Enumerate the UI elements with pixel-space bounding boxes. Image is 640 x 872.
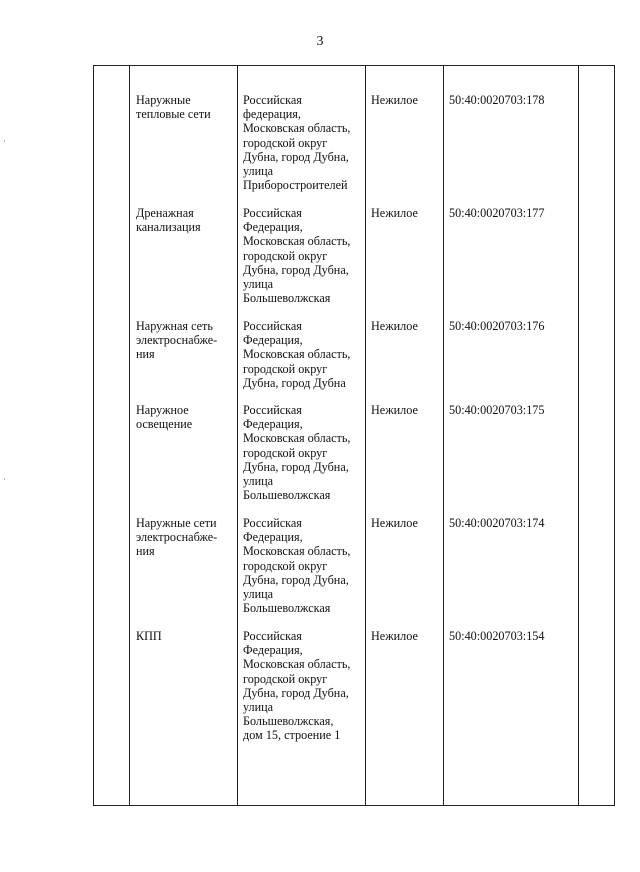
object-type: Нежилое [371,93,418,107]
column-divider [365,65,366,806]
object-address: Российская Федерация, Московская область, городской округ Дубна, город Дубна, улица Большеволжская [243,403,351,503]
cadastral-number: 50:40:0020703:177 [449,206,545,220]
object-name: Дренажная канализация [136,206,201,235]
cadastral-number: 50:40:0020703:154 [449,629,545,643]
column-divider [129,65,130,806]
object-name: КПП [136,629,162,643]
column-divider [578,65,579,806]
object-type: Нежилое [371,516,418,530]
object-type: Нежилое [371,629,418,643]
object-type: Нежилое [371,206,418,220]
object-name: Наружное освещение [136,403,193,432]
cadastral-number: 50:40:0020703:174 [449,516,545,530]
object-name: Наружные тепловые сети [136,93,211,122]
column-divider [443,65,444,806]
object-address: Российская федерация, Московская область, городской округ Дубна, город Дубна, улица Приборостроителей [243,93,351,193]
object-address: Российская Федерация, Московская область, городской округ Дубна, город Дубна [243,319,351,390]
object-address: Российская Федерация, Московская область, городской округ Дубна, город Дубна, улица Большеволжская [243,516,351,616]
scan-artifact [4,478,5,480]
object-name: Наружная сеть электроснабже- ния [136,319,218,362]
object-address: Российская Федерация, Московская область, городской округ Дубна, город Дубна, улица Большеволжская, дом 15, строение 1 [243,629,351,743]
scan-artifact [4,140,5,142]
table-frame [93,65,615,806]
column-divider [237,65,238,806]
cadastral-number: 50:40:0020703:175 [449,403,545,417]
cadastral-number: 50:40:0020703:178 [449,93,545,107]
object-type: Нежилое [371,403,418,417]
page-number: 3 [316,34,324,49]
object-address: Российская Федерация, Московская область, городской округ Дубна, город Дубна, улица Большеволжская [243,206,351,306]
cadastral-number: 50:40:0020703:176 [449,319,545,333]
object-name: Наружные сети электроснабже- ния [136,516,218,559]
object-type: Нежилое [371,319,418,333]
